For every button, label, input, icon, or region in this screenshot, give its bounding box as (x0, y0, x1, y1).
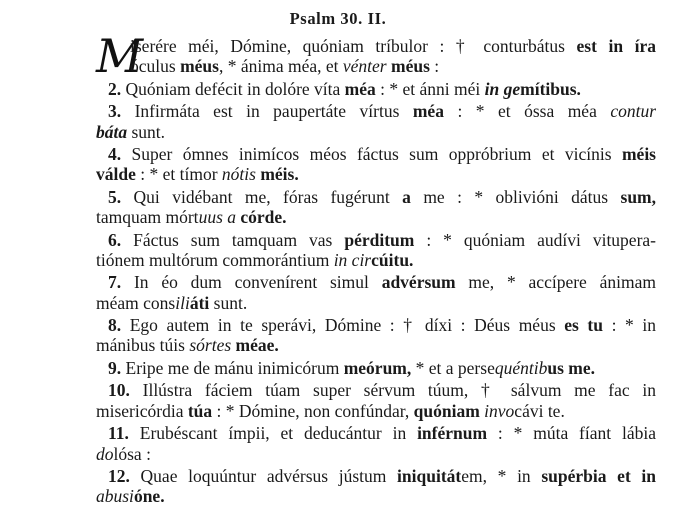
text-segment: Quóniam defécit in dolóre víta (125, 78, 345, 99)
text-segment: áti (189, 292, 210, 313)
text-segment: Qui vidébant me, fóras fugérunt (133, 186, 403, 207)
text-segment: Erubéscant ímpii, et deducántur in (139, 423, 418, 444)
text-segment: misericórdia (96, 400, 188, 421)
text-segment: óculus (130, 56, 181, 77)
verse (96, 230, 656, 271)
verse-line (96, 36, 656, 56)
verse-line (96, 230, 656, 250)
verse-number: 9. (108, 357, 126, 378)
text-segment: do (96, 443, 114, 464)
text-segment: : * et óssa méa (443, 101, 611, 122)
verse (96, 272, 656, 313)
text-segment: me : * oblivióni dátus (410, 186, 621, 207)
text-segment: In éo dum convenírent simul (133, 272, 382, 293)
text-segment: lósa : (113, 443, 151, 464)
text-segment (607, 466, 618, 486)
text-segment: sunt. (127, 121, 166, 142)
text-segment: méus (180, 56, 219, 77)
verse (96, 315, 656, 356)
text-segment: válde (96, 164, 136, 185)
text-segment: invo (484, 400, 515, 421)
verse (96, 29, 656, 83)
text-segment: et in (617, 466, 656, 486)
verse-number: 8. (108, 315, 130, 336)
verse-line (96, 444, 656, 464)
text-segment: sórtes (189, 335, 232, 356)
text-segment: méis (621, 144, 656, 165)
text-segment: óne. (133, 486, 165, 507)
page-title: Psalm 30. II. (289, 9, 387, 28)
text-segment (485, 79, 521, 99)
initial-letter: M (96, 29, 144, 83)
text-segment: us me. (547, 357, 595, 378)
verse-line (96, 486, 656, 506)
text-segment: in cir (333, 249, 372, 270)
verse-line (96, 164, 656, 184)
verse-line (96, 207, 656, 227)
text-segment: méa (412, 101, 444, 122)
text-segment: iniquitát (397, 466, 462, 486)
verse (96, 79, 656, 99)
verse-line (96, 56, 656, 76)
verse-number: 12. (108, 466, 141, 486)
text-segment: méam cons (96, 292, 176, 313)
verse-line (96, 122, 656, 142)
text-segment: contur (610, 101, 656, 122)
text-segment (96, 122, 127, 142)
verse-line (96, 79, 656, 99)
text-segment: sum, (620, 186, 656, 207)
text-segment: sunt. (209, 292, 248, 313)
text-segment: pérditum (344, 229, 415, 250)
text-segment: in ge (484, 78, 521, 99)
text-segment: , * ánima méa, et (218, 56, 343, 77)
text-segment: vénter (342, 56, 387, 77)
text-segment: quéntib (494, 357, 548, 378)
verse-line (96, 101, 656, 121)
text-segment: me, * accípere ánimam (455, 272, 656, 293)
verse-number: 5. (108, 186, 134, 207)
psalm-text (96, 29, 656, 507)
verse-number: 7. (108, 272, 134, 293)
text-segment: quóniam (413, 400, 480, 421)
verse-number: 11. (108, 423, 140, 444)
text-segment: tamquam mórt (96, 207, 199, 228)
text-segment: Illústra fáciem túam super sérvum túum, † sálvum me fac in (142, 380, 656, 401)
verse-line (96, 272, 656, 292)
verse-line (96, 144, 656, 164)
text-segment: em, * in (461, 466, 542, 486)
text-segment: Super ómnes inimícos méos fáctus sum oppróbrium et vicínis (131, 144, 622, 165)
verse-line (96, 358, 656, 378)
verse (96, 144, 656, 185)
verse (96, 187, 656, 228)
text-segment: Infirmáta est in paupertáte vírtus (134, 101, 413, 122)
verse (96, 466, 656, 507)
text-segment: Fáctus sum tamquam vas (133, 229, 345, 250)
text-segment: méa (344, 78, 376, 99)
verse-line (96, 187, 656, 207)
verse-line (96, 380, 656, 400)
text-segment: Eripe me de mánu inimicórum (125, 357, 344, 378)
text-segment: : * et tímor (135, 164, 222, 185)
verse (96, 423, 656, 464)
text-segment: advérsum (381, 272, 456, 293)
text-segment: cúitu. (371, 249, 414, 270)
verse-line (96, 250, 656, 270)
text-segment: túa (187, 400, 213, 421)
text-segment: báta (96, 121, 128, 142)
text-segment: : * múta fíant lábia (487, 423, 656, 444)
text-segment: : * in (602, 315, 656, 336)
text-segment: es tu (564, 315, 603, 336)
text-segment: córde. (240, 207, 287, 228)
text-segment: mánibus túis (96, 335, 190, 356)
text-segment: iserére méi, Dómine, quóniam tríbulor : † conturbátus (130, 36, 577, 56)
verse-line (96, 466, 656, 486)
text-segment: : * Dómine, non confúndar, (212, 400, 414, 421)
text-segment: méae. (235, 335, 279, 356)
verse (96, 380, 656, 421)
text-segment: : * et ánni méi (375, 78, 485, 99)
text-segment: supérbia (541, 466, 607, 486)
verse-number: 6. (108, 229, 134, 250)
text-segment: méis. (260, 164, 299, 185)
text-segment: íra (634, 36, 656, 56)
verse (96, 358, 656, 378)
verse-number: 10. (108, 380, 143, 401)
text-segment: nótis (221, 164, 256, 185)
text-segment: Ego autem in te sperávi, Dómine : † díxi : Déus méus (129, 315, 565, 336)
verse-number: 4. (108, 144, 132, 165)
verse-number: 3. (108, 101, 135, 122)
verse-line (96, 423, 656, 443)
verse-line (96, 315, 656, 335)
text-segment: méus (391, 56, 430, 77)
verse-number: 2. (108, 78, 126, 99)
text-segment (623, 36, 635, 56)
verse-line (96, 401, 656, 421)
text-segment: meórum, (343, 357, 412, 378)
verse-line (96, 293, 656, 313)
text-segment: mítibus. (520, 78, 581, 99)
verse (96, 101, 656, 142)
text-segment: Quae loquúntur advérsus jústum (140, 466, 398, 486)
text-segment: * et a perse (411, 357, 495, 378)
text-segment: ili (175, 292, 190, 313)
text-segment: : * quóniam audívi vitupera- (414, 229, 656, 250)
text-segment: a (402, 186, 411, 207)
text-segment: est in (576, 36, 624, 56)
text-segment: uus a (198, 207, 236, 228)
text-segment: cávi te. (514, 400, 565, 421)
text-segment: tiónem multórum commorántium (96, 249, 334, 270)
verse-line (96, 335, 656, 355)
text-segment: : (429, 56, 440, 77)
text-segment: inférnum (417, 423, 488, 444)
text-segment: abusi (96, 486, 134, 507)
